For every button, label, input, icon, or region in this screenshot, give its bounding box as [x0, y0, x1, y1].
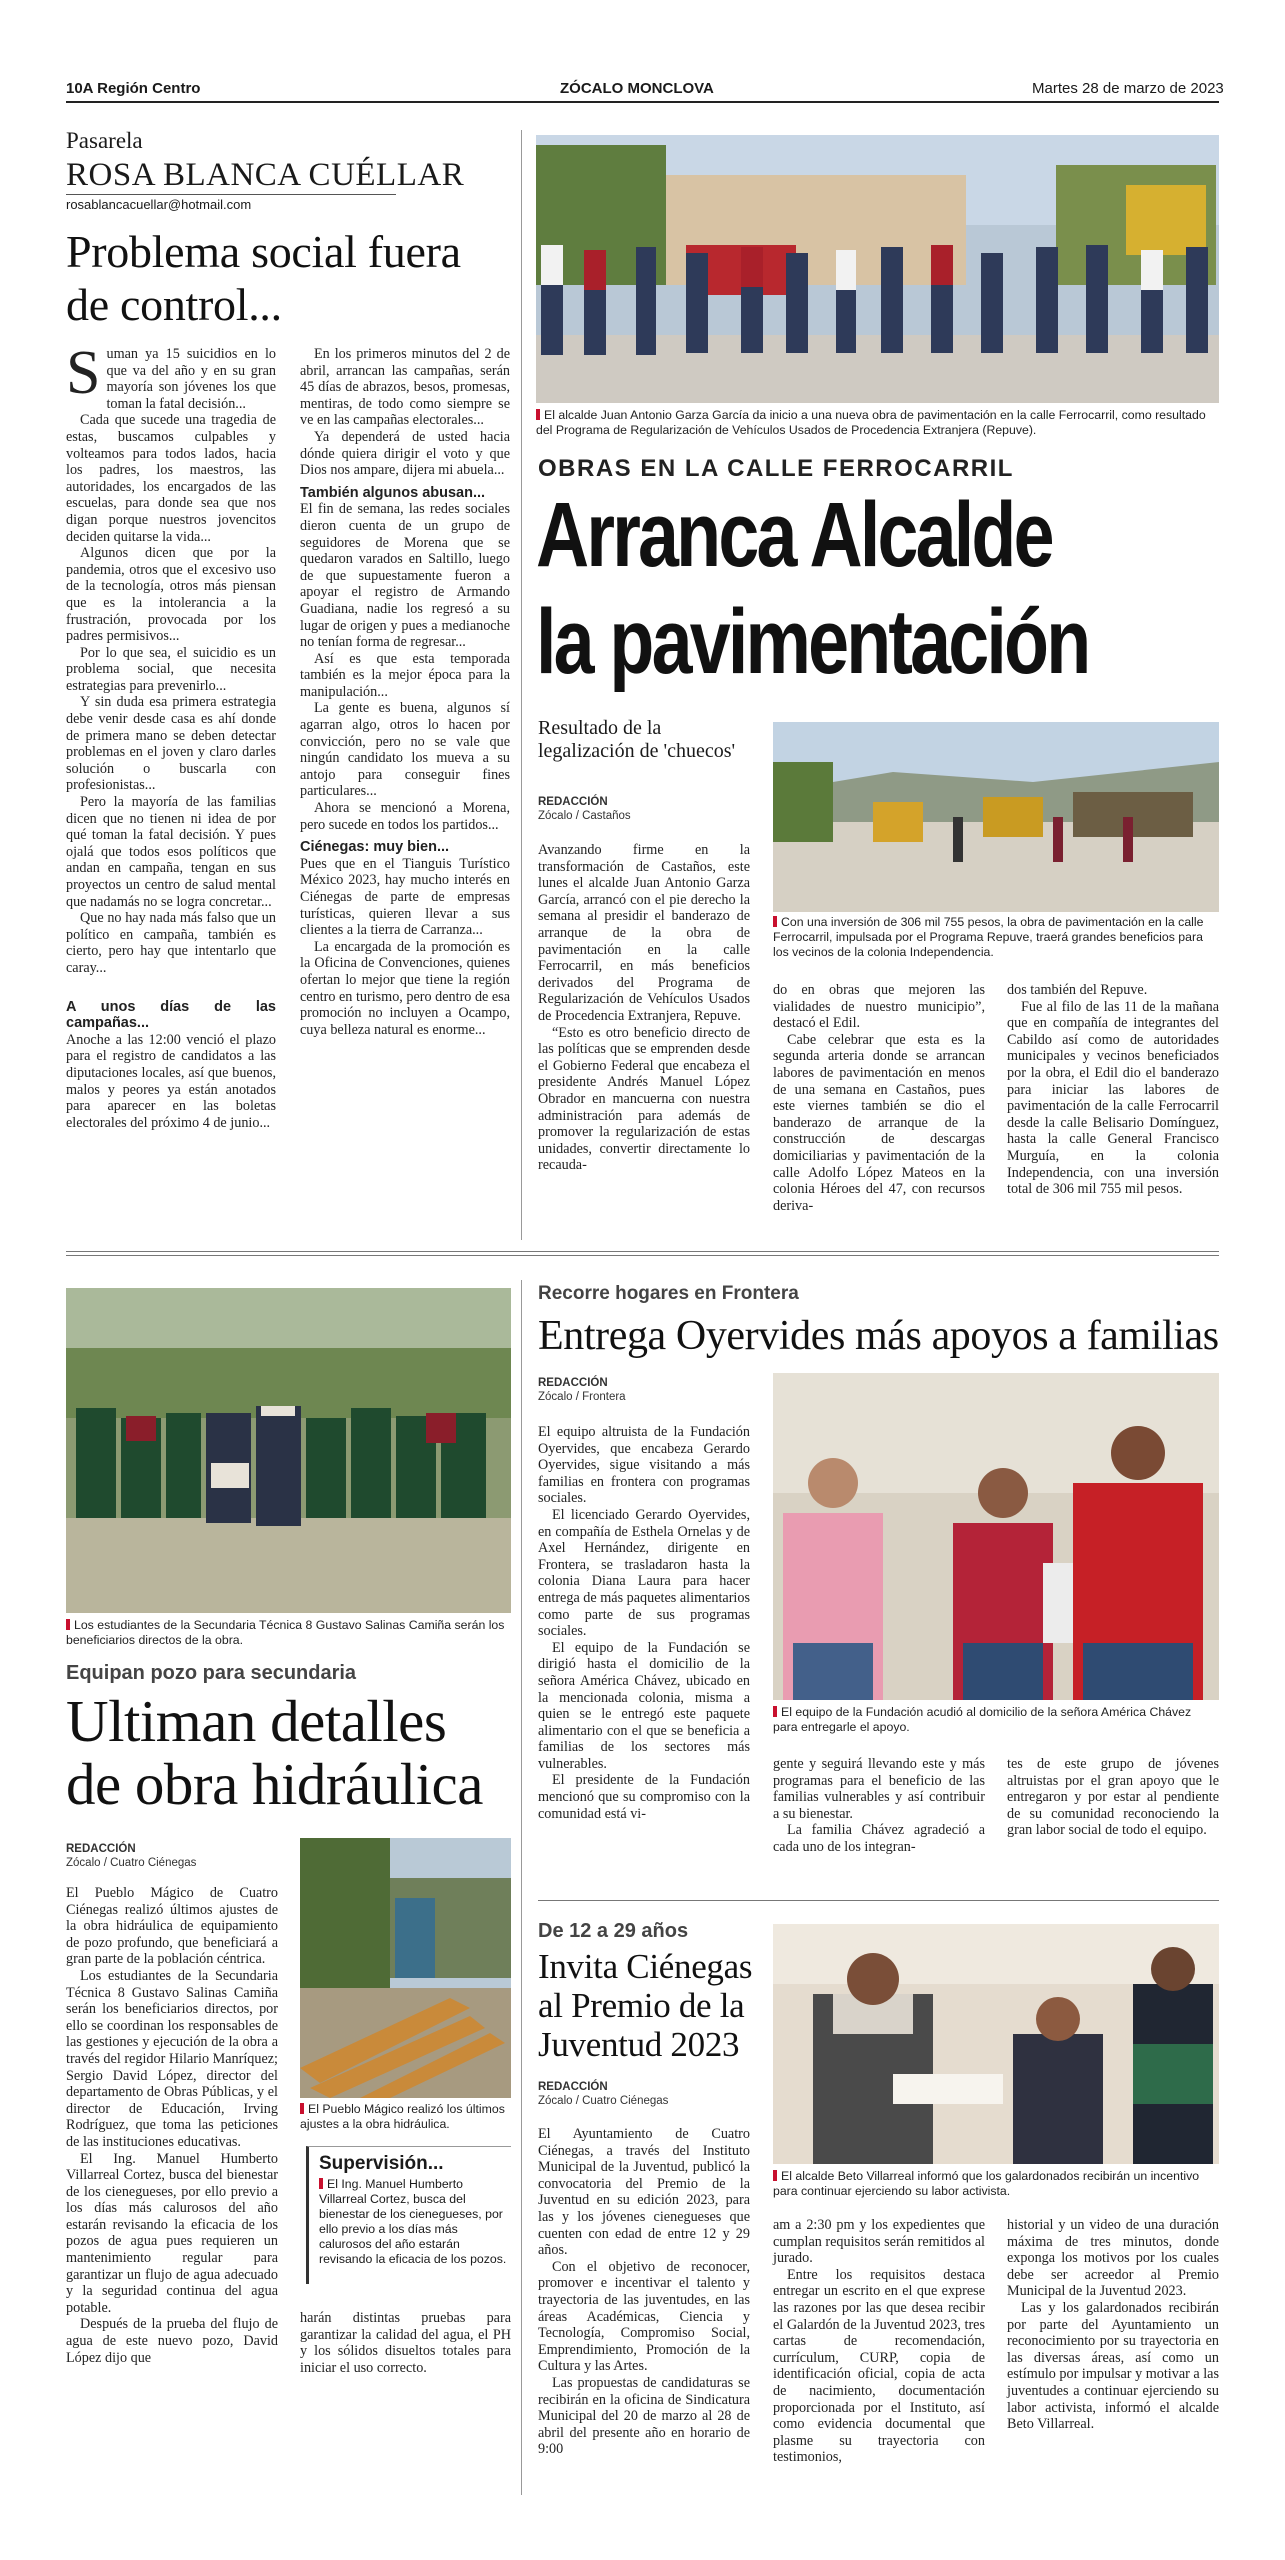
column-title	[66, 225, 461, 331]
column-series: Pasarela	[66, 128, 143, 153]
story1-deck: Resultado de la legalización de 'chuecos'	[538, 717, 736, 762]
caption-marker	[300, 2103, 304, 2114]
headline-line: Juventud 2023	[538, 2025, 740, 2064]
paragraph: El fin de semana, las redes sociales dieron cuenta de un grupo de seguidores de Morena que se quedaron varados en Saltillo, luego de que supuestamente fueron a apoyar el registro de Armando Guadiana, nadie los regresó a su lugar de origen y pues a medianoche no tenían forma de regresar...	[300, 501, 510, 651]
food-delivery-photo	[773, 1373, 1219, 1700]
students-photo	[66, 1288, 511, 1613]
paragraph: Las y los galardonados recibirán por parte del Ayuntamiento un reconocimiento por su trayectoria en las diversas áreas, así como un estímulo por impulsar y motivar a las juventudes a continuar ejerciendo su labor activista, informó el alcalde Beto Villarreal.	[1007, 2299, 1219, 2433]
caption-marker	[66, 1619, 70, 1630]
column-title-line: de control...	[66, 279, 282, 330]
story3-text-1	[538, 1424, 750, 1822]
paragraph: La gente es buena, algunos sí agarran algo, otros lo hacen por convicción, pero no se vale que ningún candidato los mueva a su antojo para conseguir fines particulares...	[300, 700, 510, 800]
subhead: A unos días de las campañas...	[66, 998, 276, 1032]
story4-byline	[538, 2080, 668, 2108]
caption-marker	[773, 2170, 777, 2181]
column-divider	[521, 130, 522, 1240]
paragraph: Que no hay nada más falso que un político en campaña, también es cierto, pero hay que intentarlo que caray...	[66, 910, 276, 976]
story2-text-2	[300, 2310, 511, 2376]
paragraph: tes de este grupo de jóvenes altruistas por el gran apoyo que le entregaron y por estar al pendiente de su comunidad reconociendo la gran labor social de todo el equipo.	[1007, 1756, 1219, 1839]
page-section: 10A Región Centro	[66, 80, 201, 97]
food-delivery-photo-caption	[773, 1705, 1219, 1735]
story1-byline	[538, 795, 631, 823]
ceremony-photo-caption	[536, 408, 1219, 438]
caption-marker	[536, 409, 540, 420]
caption-text: El alcalde Beto Villarreal informó que los galardonados recibirán un incentivo para continuar ejerciendo su labor activista.	[773, 2169, 1200, 2198]
students-photo-caption	[66, 1618, 511, 1648]
section-rule	[66, 1251, 1219, 1252]
byline-location: Zócalo / Cuatro Ciénegas	[66, 1857, 197, 1869]
headline-line: Ultiman detalles	[66, 1688, 447, 1754]
story3-text-2	[773, 1756, 985, 1856]
section-rule	[538, 1900, 1219, 1901]
story3-text-3	[1007, 1756, 1219, 1839]
headline-line: al Premio de la	[538, 1986, 745, 2025]
paragraph: uman ya 15 suicidios en lo que va del año y en su gran mayoría son jóvenes los que toman la fatal decisión...	[106, 346, 276, 412]
story1-kicker: OBRAS EN LA CALLE FERROCARRIL	[538, 455, 1014, 482]
headline-line: Invita Ciénegas	[538, 1947, 753, 1986]
story4-text-2	[773, 2217, 985, 2466]
paragraph: El Ing. Manuel Humberto Villarreal Cortez, busca del bienestar de los cienegueses, por ello previo a los días más calurosos del año estarán revisando la eficacia de los pozos de agua pues requieren un mantenimiento regular para garantizar un flujo de agua adecuado y la seguridad continua del agua potable.	[66, 2150, 278, 2316]
story3-kicker: Recorre hogares en Frontera	[538, 1283, 799, 1304]
paragraph: El Ayuntamiento de Cuatro Ciénegas, a través del Instituto Municipal de la Juventud, publicó la convocatoria del Premio de la Juventud en su edición 2023, para las y los jóvenes cienegueses que cuenten con edad de entre 12 y 29 años.	[538, 2126, 750, 2259]
paragraph: Pero la mayoría de las familias dicen que no tienen ni idea de por qué toman la fatal decisión. Y pues ojalá que todos esos políticos que andan en campaña, tengan en sus proyectos un centro de salud mental que nadamás no se logra concretar...	[66, 794, 276, 910]
box-text	[319, 2177, 511, 2267]
paragraph: Después de la prueba del flujo de agua de este nuevo pozo, David López dijo que	[66, 2316, 278, 2366]
story1-headline	[536, 482, 1088, 696]
machinery-photo-caption	[773, 915, 1219, 960]
byline-label: REDACCIÓN	[538, 2081, 608, 2093]
award-photo	[773, 1924, 1219, 2164]
paragraph: gente y seguirá llevando este y más programas para el beneficio de las familias vulnerables y así contribuir a su bienestar.	[773, 1756, 985, 1822]
paragraph: Así es que esta temporada también es la mejor época para la manipulación...	[300, 650, 510, 700]
paragraph: historial y un video de una duración máxima de tres minutos, donde exponga los motivos por los cuales debe ser acreedor al Premio Municipal de la Juventud 2023.	[1007, 2217, 1219, 2300]
caption-marker	[773, 916, 777, 927]
story1-text-1	[538, 842, 750, 1174]
story2-byline	[66, 1842, 196, 1870]
box-text-content: El Ing. Manuel Humberto Villarreal Cortez, busca del bienestar de los cienegueses, por ello previo a los días más calurosos del año estarán revisando la eficacia de los pozos.	[319, 2177, 507, 2266]
column-text-1	[66, 339, 276, 1131]
paragraph: El licenciado Gerardo Oyervides, en compañía de Esthela Ornelas y de Axel Hernández, dirigente en Frontera, se trasladaron hasta la colonia Diana Laura para hacer entrega de más paquetes alimentarios como parte de sus programas sociales.	[538, 1506, 750, 1640]
paragraph: Entre los requisitos destaca entregar un escrito en el que exprese las razones por las que desea recibir el Galardón de la Juventud 2023, tres cartas de recomendación, currículum, CURP, copia de identificación oficial, copia de acta de nacimiento, documentación proporcionada por el Instituto, así como evidencia documental que plasme su trayectoria con testimonios,	[773, 2266, 985, 2466]
paragraph: La encargada de la promoción es la Oficina de Convenciones, quienes ofertan lo mejor que tiene la región centro en turismo, pero dentro de esa promoción no incluyen a Ocampo, cuya belleza natural es enorme...	[300, 938, 510, 1038]
caption-text: El Pueblo Mágico realizó los últimos ajustes a la obra hidráulica.	[300, 2102, 505, 2131]
paragraph: Por lo que sea, el suicidio es un problema social, que necesita estrategias para prevenirlo...	[66, 644, 276, 694]
story4-kicker: De 12 a 29 años	[538, 1920, 689, 1942]
story2-text-1	[66, 1885, 278, 2366]
page-date: Martes 28 de marzo de 2023	[1032, 80, 1224, 97]
paragraph: El equipo altruista de la Fundación Oyervides, que encabeza Gerardo Oyervides, sigue visitando a más familias en frontera con programas sociales.	[538, 1424, 750, 1507]
paragraph: Cabe celebrar que esta es la segunda arteria donde se arrancan labores de pavimentación en menos de una semana en Castaños, pues este viernes también se dio el banderazo de arranque de la construcción de descargas domiciliarias y pavimentación de la calle Adolfo López Mateos en la colonia Héroes del 47, con recursos deriva-	[773, 1031, 985, 1214]
paragraph: am a 2:30 pm y los expedientes que cumplan requisitos serán remitidos al jurado.	[773, 2217, 985, 2267]
byline-location: Zócalo / Cuatro Ciénegas	[538, 2095, 669, 2107]
paragraph: harán distintas pruebas para garantizar la calidad del agua, el PH y los sólidos disueltos totales para iniciar el uso correcto.	[300, 2310, 511, 2376]
story1-text-2	[773, 982, 985, 1214]
story3-headline: Entrega Oyervides más apoyos a familias	[538, 1313, 1219, 1359]
column-divider	[521, 1280, 522, 2495]
byline-label: REDACCIÓN	[66, 1843, 136, 1855]
ceremony-photo	[536, 135, 1219, 403]
caption-text: Los estudiantes de la Secundaria Técnica 8 Gustavo Salinas Camiña serán los beneficiarios directos de la obra.	[66, 1618, 505, 1647]
paragraph: La familia Chávez agradeció a cada uno de los integran-	[773, 1822, 985, 1855]
caption-text: El equipo de la Fundación acudió al domicilio de la señora América Chávez para entregarle el apoyo.	[773, 1705, 1192, 1734]
paragraph: “Esto es otro beneficio directo de las políticas que se emprenden desde el Gobierno Federal que encabeza el presidente Andrés Manuel López Obrador en mancuerna con nuestra administración para además de promover la regularización de estas unidades, convertir directamente lo recauda-	[538, 1024, 750, 1174]
dropcap: S	[66, 339, 101, 407]
author-rule	[66, 194, 396, 195]
paragraph: Ya dependerá de usted hacia dónde quiera dirigir el voto y que Dios nos ampare, dijera mi abuela...	[300, 428, 510, 479]
paragraph: En los primeros minutos del 2 de abril, arrancan las campañas, serán 45 días de abrazos, besos, promesas, mentiras, de todo como siempre se ve en las campañas electorales...	[300, 346, 510, 429]
byline-location: Zócalo / Frontera	[538, 1391, 626, 1403]
story3-byline	[538, 1376, 626, 1404]
story4-headline	[538, 1947, 752, 2064]
story1-text-3	[1007, 982, 1219, 1198]
column-text-2	[300, 346, 510, 1038]
paragraph: El Pueblo Mágico de Cuatro Ciénegas realizó últimos ajustes de la obra hidráulica de equipamiento de pozo profundo, que beneficiará a gran parte de la población céntrica.	[66, 1885, 278, 1968]
headline-line: la pavimentación	[536, 591, 1089, 693]
award-photo-caption	[773, 2169, 1219, 2199]
paragraph: Ahora se mencionó a Morena, pero sucede en todos los partidos...	[300, 800, 510, 833]
byline-label: REDACCIÓN	[538, 796, 608, 808]
machinery-photo	[773, 722, 1219, 912]
headline-line: Arranca Alcalde	[536, 484, 1052, 586]
paragraph: Cada que sucede una tragedia de estas, buscamos culpables y volteamos para todos lados, hacia los padres, los maestros, las autoridades, los encargados de las escuelas, para donde sea que nos digan porque nuestros jovencitos deciden quitarse la vida...	[66, 412, 276, 545]
paragraph: dos también del Repuve.	[1007, 982, 1148, 998]
paragraph: Los estudiantes de la Secundaria Técnica 8 Gustavo Salinas Camiña serán los beneficiarios directos, por ello se coordinan los responsables de las gestiones y ejecución de la obra a través del regidor Hilario Manríquez; Sergio David López, director del departamento de Obras Públicas, y el director de Educación, Irving Rodríguez, que toma las peticiones de las instituciones educativas.	[66, 1967, 278, 2150]
column-title-line: Problema social fuera	[66, 226, 461, 277]
story4-text-1	[538, 2126, 750, 2458]
caption-text: El alcalde Juan Antonio Garza García da inicio a una nueva obra de pavimentación en la calle Ferrocarril, como resultado del Programa de Regularización de Vehículos Usados de Procedencia Extranjera (Repuve).	[536, 408, 1206, 437]
byline-label: REDACCIÓN	[538, 1377, 608, 1389]
header-rule	[66, 101, 1219, 103]
well-pump-photo-caption	[300, 2102, 511, 2132]
subhead: Ciénegas: muy bien...	[300, 839, 450, 856]
caption-marker	[773, 1706, 777, 1717]
paragraph: Y sin duda esa primera estrategia debe venir desde casa es ahí donde de primera mano se deben detectar problemas en el joven y claro darles solución o buscarla con profesionistas...	[66, 694, 276, 794]
paragraph: El equipo de la Fundación se dirigió hasta el domicilio de la señora América Chávez, ubicado en la mencionada colonia, misma a quien se le entregó este paquete alimentario con el que se beneficia a familias de los sectores más vulnerables.	[538, 1639, 750, 1772]
section-rule	[66, 1255, 1219, 1256]
supervision-box	[306, 2146, 511, 2284]
paper-name: ZÓCALO MONCLOVA	[560, 80, 714, 97]
well-pump-photo	[300, 1838, 511, 2098]
subhead: También algunos abusan...	[300, 484, 486, 501]
caption-text: Con una inversión de 306 mil 755 pesos, la obra de pavimentación en la calle Ferrocarril, impulsada por el Programa Repuve, traerá grandes beneficios para los vecinos de la colonia Independencia.	[773, 915, 1204, 959]
column-author: ROSA BLANCA CUÉLLAR	[66, 157, 465, 193]
headline-line: de obra hidráulica	[66, 1751, 483, 1817]
paragraph: Con el objetivo de reconocer, promover e incentivar el talento y trayectoria de las juventudes, en las áreas Académicas, Ciencia y Tecnología, Compromiso Social, Emprendimiento, Promoción de la Cultura y las Artes.	[538, 2258, 750, 2375]
box-title: Supervisión...	[319, 2153, 444, 2174]
story2-headline	[66, 1690, 483, 1816]
column-email: rosablancacuellar@hotmail.com	[66, 197, 252, 212]
caption-marker	[319, 2178, 323, 2189]
paragraph: Avanzando firme en la transformación de Castaños, este lunes el alcalde Juan Antonio Garza García, arrancó con el pie derecho la semana al presidir el banderazo de arranque de la obra de pavimentación en la calle Ferrocarril, en más beneficios derivados del Programa de Regularización de Vehículos Usados de Procedencia Extranjera, Repuve.	[538, 842, 750, 1024]
paragraph: Pues que en el Tianguis Turístico México 2023, hay mucho interés en Ciénegas de parte de empresas turísticas, quieren llevar a sus clientes a la tierra de Carranza...	[300, 855, 510, 939]
story4-text-3	[1007, 2217, 1219, 2433]
paragraph: do en obras que mejoren las vialidades de nuestro municipio”, destacó el Edil.	[773, 982, 985, 1032]
story2-kicker: Equipan pozo para secundaria	[66, 1662, 357, 1684]
byline-location: Zócalo / Castaños	[538, 810, 631, 822]
paragraph: Las propuestas de candidaturas se recibirán en la oficina de Sindicatura Municipal del 20 de marzo al 28 de abril del presente año en horario de 9:00	[538, 2374, 750, 2458]
paragraph: El presidente de la Fundación mencionó que su compromiso con la comunidad está vi-	[538, 1772, 750, 1822]
paragraph: Anoche a las 12:00 venció el plazo para el registro de candidatos a las diputaciones locales, así que buenos, malos y peores ya están anotados para aparecer en las boletas electorales del próximo 4 de junio...	[66, 1031, 276, 1131]
paragraph: Fue al filo de las 11 de la mañana que en compañía de integrantes del Cabildo así como de autoridades municipales y vecinos beneficiados por la obra, el Edil dio el banderazo para iniciar las labores de pavimentación de la calle Ferrocarril desde la calle Belisario Domínguez, hasta la calle General Francisco Murguía, en la colonia Independencia, con una inversión total de 306 mil 755 mil pesos.	[1007, 998, 1219, 1198]
paragraph: Algunos dicen que por la pandemia, otros que el excesivo uso de la tecnología, otros más piensan que es la intolerancia a la frustración, provocada por los padres permisivos...	[66, 545, 276, 645]
